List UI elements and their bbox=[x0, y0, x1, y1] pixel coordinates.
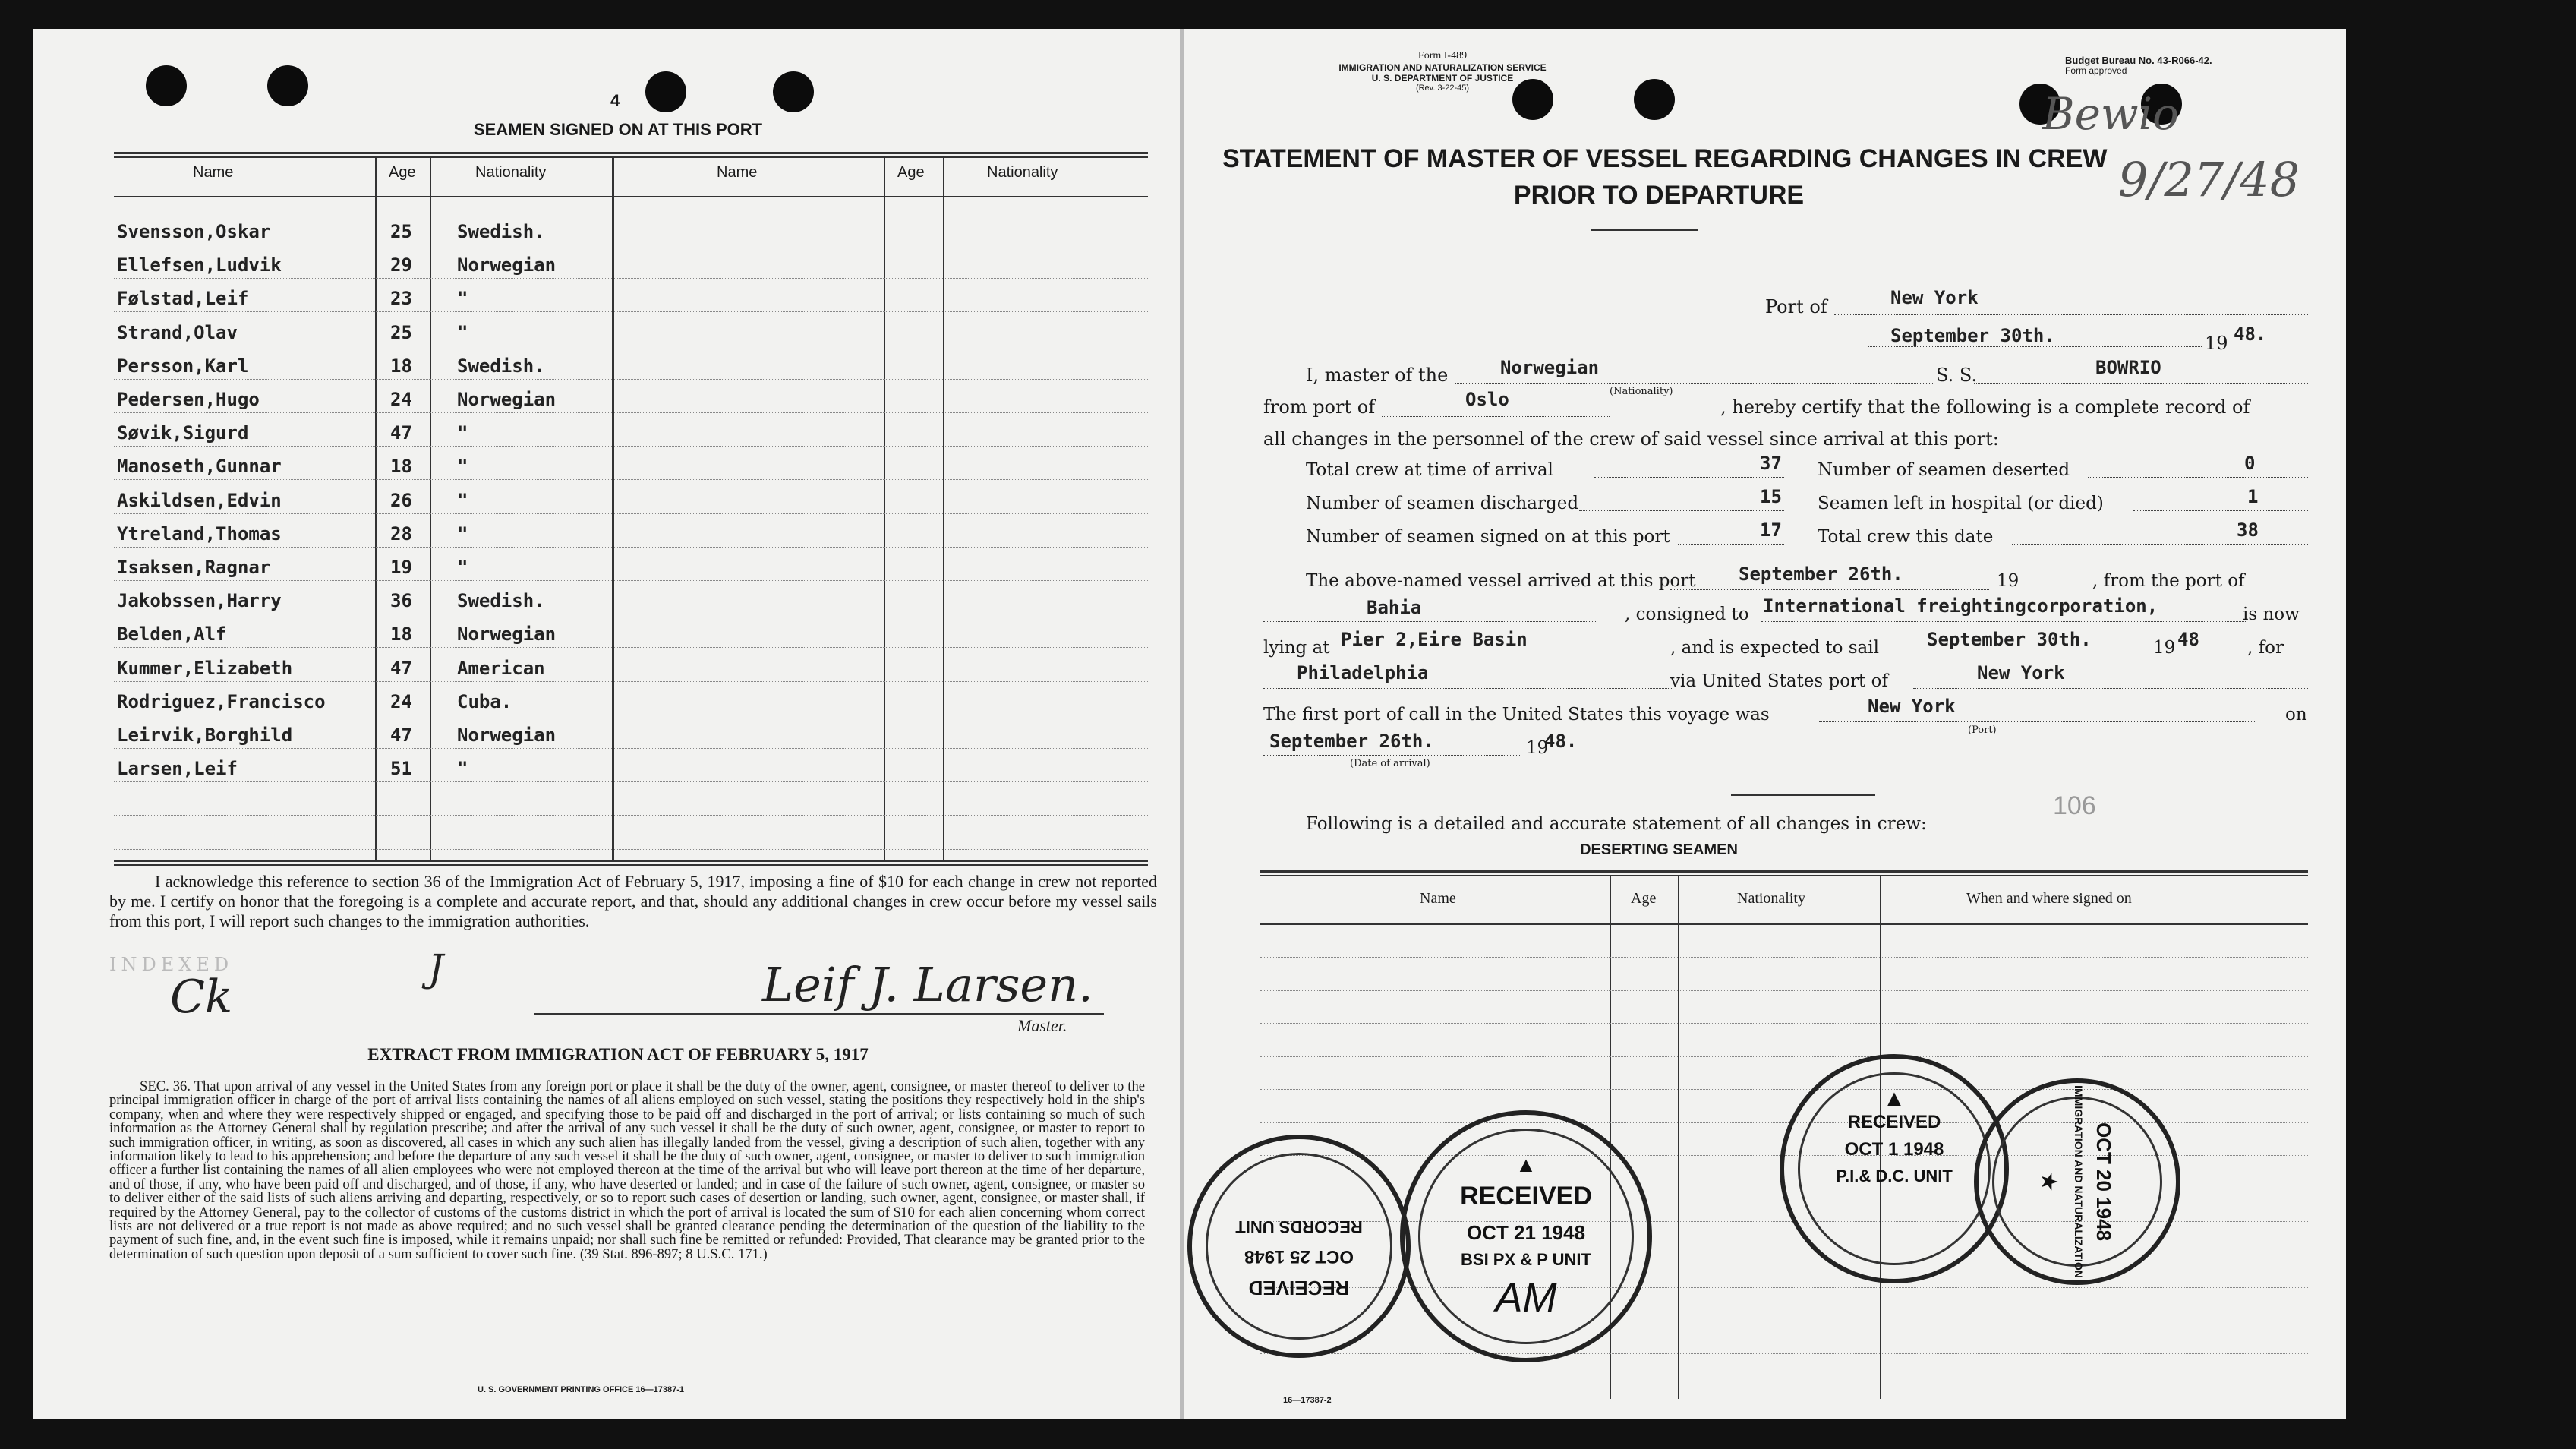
certify-text: , hereby certify that the following is a complete record of bbox=[1720, 396, 2250, 418]
form-approved: Form approved bbox=[2065, 65, 2127, 76]
nationality-value: Norwegian bbox=[1500, 357, 1600, 378]
signed-on-label: Number of seamen signed on at this port bbox=[1306, 527, 1670, 547]
deserted-label: Number of seamen deserted bbox=[1818, 460, 2070, 480]
col-header-nationality-2: Nationality bbox=[987, 164, 1058, 181]
seaman-nationality: Norwegian bbox=[457, 254, 557, 276]
total-arrival-value: 37 bbox=[1760, 453, 1782, 474]
seaman-age: 18 bbox=[390, 456, 412, 478]
table-row-rule bbox=[114, 748, 1148, 749]
section-title: SEAMEN SIGNED ON AT THIS PORT bbox=[473, 120, 763, 139]
deserting-title: DESERTING SEAMEN bbox=[1580, 841, 1738, 858]
bottom-code: 16—17387-2 bbox=[1283, 1396, 1332, 1405]
table-row-rule bbox=[114, 781, 1148, 782]
hospital-label: Seamen left in hospital (or died) bbox=[1818, 494, 2104, 513]
arrived-year-prefix: 19 bbox=[1997, 571, 2019, 591]
punch-hole bbox=[773, 71, 814, 112]
via-port: New York bbox=[1977, 662, 2065, 683]
seaman-nationality: " bbox=[457, 522, 468, 545]
handwritten-date: 9/27/48 bbox=[2118, 152, 2300, 207]
left-page bbox=[33, 29, 1180, 1419]
table-row-rule bbox=[114, 311, 1148, 312]
acknowledgment-text: I acknowledge this reference to section 36 of the Immigration Act of February 5, 1917, imposing a fine of $10 for each change in crew not reported by me. I certify on honor that the foregoing is a complete and accurate report, and that, should any additional changes in crew occur before my vessel sails from this port, I will report such changes to the immigration authorities. bbox=[109, 872, 1157, 930]
seaman-age: 25 bbox=[390, 321, 412, 343]
seaman-age: 24 bbox=[390, 389, 412, 410]
table-row-rule bbox=[114, 513, 1148, 514]
master-signature: Leif J. Larsen. bbox=[762, 957, 1093, 1012]
seaman-age: 29 bbox=[390, 254, 412, 276]
table-row-rule bbox=[114, 379, 1148, 380]
seaman-nationality: Cuba. bbox=[457, 690, 512, 712]
initials-signature: Ck bbox=[170, 971, 233, 1024]
punch-hole bbox=[645, 71, 686, 112]
first-port-label: The first port of call in the United States this voyage was bbox=[1263, 705, 1770, 724]
seaman-name: Strand,Olav bbox=[117, 321, 238, 343]
seaman-age: 26 bbox=[390, 489, 412, 511]
seaman-age: 24 bbox=[390, 690, 412, 712]
form-title-1: STATEMENT OF MASTER OF VESSEL REGARDING CHANGES IN CREW bbox=[1222, 144, 2108, 173]
seaman-name: Manoseth,Gunnar bbox=[117, 456, 282, 478]
via-label: via United States port of bbox=[1670, 671, 1888, 691]
seaman-nationality: " bbox=[457, 557, 468, 578]
sail-year: 48 bbox=[2177, 629, 2199, 650]
arrival-date: September 26th. bbox=[1269, 731, 1434, 752]
form-title-2: PRIOR TO DEPARTURE bbox=[1513, 181, 1805, 210]
seaman-name: Persson,Karl bbox=[117, 355, 249, 377]
seaman-name: Ytreland,Thomas bbox=[117, 522, 282, 545]
year-value: 48. bbox=[2234, 324, 2267, 345]
desert-row-rule bbox=[1260, 957, 2308, 958]
seaman-age: 23 bbox=[390, 288, 412, 310]
table-row-rule bbox=[114, 580, 1148, 581]
seaman-nationality: Norwegian bbox=[457, 623, 557, 646]
desert-col-name: Name bbox=[1420, 890, 1456, 907]
master-of-label: I, master of the bbox=[1306, 365, 1449, 386]
desert-col-signed: When and where signed on bbox=[1966, 890, 2132, 907]
received-stamp-records: RECORDS UNIT OCT 25 1948 RECEIVED bbox=[1187, 1135, 1411, 1358]
punch-hole bbox=[1634, 79, 1675, 120]
desert-col-age: Age bbox=[1631, 890, 1657, 907]
discharged-value: 15 bbox=[1760, 486, 1782, 507]
seaman-name: Askildsen,Edvin bbox=[117, 489, 282, 511]
seaman-nationality: American bbox=[457, 657, 545, 679]
desert-row-rule bbox=[1260, 1353, 2308, 1354]
total-date-label: Total crew this date bbox=[1818, 527, 1994, 547]
year-prefix: 19 bbox=[2205, 333, 2228, 354]
total-arrival-label: Total crew at time of arrival bbox=[1306, 460, 1553, 480]
handwritten-name: Bewio bbox=[2042, 88, 2180, 140]
col-header-name: Name bbox=[193, 164, 234, 181]
seaman-nationality: " bbox=[457, 422, 468, 444]
col-header-nationality: Nationality bbox=[475, 164, 547, 181]
seaman-age: 47 bbox=[390, 657, 412, 679]
table-row-rule bbox=[114, 412, 1148, 413]
seaman-age: 51 bbox=[390, 758, 412, 780]
table-row-rule bbox=[114, 647, 1148, 648]
master-label: Master. bbox=[1017, 1016, 1067, 1035]
seaman-name: Belden,Alf bbox=[117, 623, 227, 646]
agency-line-1: IMMIGRATION AND NATURALIZATION SERVICE bbox=[1338, 62, 1547, 73]
col-header-age: Age bbox=[389, 164, 416, 181]
serial-number: 106 bbox=[2053, 791, 2096, 820]
table-row-rule bbox=[114, 278, 1148, 279]
form-number: Form I-489 bbox=[1417, 50, 1468, 62]
seaman-age: 25 bbox=[390, 221, 412, 242]
date-value: September 30th. bbox=[1890, 325, 2055, 346]
arrival-caption: (Date of arrival) bbox=[1350, 758, 1430, 769]
expected-label: , and is expected to sail bbox=[1670, 638, 1879, 658]
sail-year-prefix: 19 bbox=[2153, 638, 2176, 658]
arrived-from: Bahia bbox=[1367, 597, 1422, 618]
seaman-name: Jakobssen,Harry bbox=[117, 590, 282, 612]
sail-date: September 30th. bbox=[1927, 629, 2092, 650]
initials-signature-2: J bbox=[428, 946, 444, 990]
seaman-age: 28 bbox=[390, 522, 412, 545]
from-port-label: from port of bbox=[1263, 396, 1376, 418]
punch-hole bbox=[267, 65, 308, 106]
budget-bureau: Budget Bureau No. 43-R066-42. bbox=[2065, 55, 2212, 66]
total-date-value: 38 bbox=[2237, 519, 2259, 541]
seaman-nationality: Norwegian bbox=[457, 724, 557, 746]
seaman-age: 47 bbox=[390, 724, 412, 746]
for-label: , for bbox=[2247, 638, 2284, 658]
seaman-name: Rodriguez,Francisco bbox=[117, 690, 326, 712]
page-number: 4 bbox=[610, 91, 620, 110]
on-label: on bbox=[2285, 705, 2307, 724]
indexed-stamp: INDEXED bbox=[109, 954, 234, 975]
extract-title: EXTRACT FROM IMMIGRATION ACT OF FEBRUARY 5, 1917 bbox=[367, 1045, 869, 1064]
seaman-name: Søvik,Sigurd bbox=[117, 422, 249, 444]
seaman-name: Kummer,Elizabeth bbox=[117, 657, 293, 679]
seaman-age: 18 bbox=[390, 623, 412, 646]
seaman-name: Pedersen,Hugo bbox=[117, 389, 260, 410]
seaman-age: 47 bbox=[390, 422, 412, 444]
hospital-value: 1 bbox=[2247, 486, 2259, 507]
discharged-label: Number of seamen discharged bbox=[1306, 494, 1579, 513]
seaman-nationality: Swedish. bbox=[457, 221, 545, 242]
col-header-name-2: Name bbox=[717, 164, 758, 181]
printing-office: U. S. GOVERNMENT PRINTING OFFICE 16—17387-1 bbox=[478, 1385, 685, 1394]
seaman-age: 19 bbox=[390, 557, 412, 578]
arrived-label: The above-named vessel arrived at this port bbox=[1306, 571, 1696, 591]
ship-name: BOWRIO bbox=[2095, 357, 2161, 378]
received-stamp-bsi: ▲ RECEIVED OCT 21 1948 BSI PX & P UNIT AM bbox=[1400, 1110, 1652, 1362]
agency-line-2: U. S. DEPARTMENT OF JUSTICE bbox=[1371, 73, 1514, 84]
table-row-rule bbox=[114, 681, 1148, 682]
lying-at: Pier 2,Eire Basin bbox=[1341, 629, 1528, 650]
table-row-rule bbox=[114, 479, 1148, 480]
ss-label: S. S. bbox=[1936, 365, 1978, 386]
seaman-nationality: " bbox=[457, 489, 468, 511]
revision: (Rev. 3-22-45) bbox=[1415, 84, 1470, 93]
seaman-name: Larsen,Leif bbox=[117, 758, 238, 780]
arrival-year: 48. bbox=[1544, 731, 1578, 752]
from-port-value: Oslo bbox=[1465, 389, 1509, 410]
nationality-caption: (Nationality) bbox=[1610, 386, 1673, 397]
seaman-nationality: Norwegian bbox=[457, 389, 557, 410]
received-stamp-ins: OCT 20 1948 IMMIGRATION AND NATURALIZATION ★ bbox=[1974, 1078, 2180, 1285]
destination: Philadelphia bbox=[1297, 662, 1429, 683]
consigned-label: , consigned to bbox=[1625, 605, 1749, 624]
deserted-value: 0 bbox=[2244, 453, 2256, 474]
consignee: International freightingcorporation, bbox=[1763, 595, 2158, 617]
seaman-name: Ellefsen,Ludvik bbox=[117, 254, 282, 276]
first-port: New York bbox=[1868, 696, 1956, 717]
seaman-nationality: " bbox=[457, 456, 468, 478]
received-stamp-pidc: ▲ RECEIVED OCT 1 1948 P.I.& D.C. UNIT bbox=[1780, 1054, 2009, 1283]
table-row-rule bbox=[114, 849, 1148, 850]
desert-row-rule bbox=[1260, 1023, 2308, 1024]
seaman-nationality: " bbox=[457, 321, 468, 343]
punch-hole bbox=[146, 65, 187, 106]
arrived-date: September 26th. bbox=[1739, 564, 1903, 585]
seaman-nationality: Swedish. bbox=[457, 355, 545, 377]
table-row-rule bbox=[114, 815, 1148, 816]
col-header-age-2: Age bbox=[897, 164, 925, 181]
port-of-label: Port of bbox=[1765, 296, 1827, 317]
desert-row-rule bbox=[1260, 1056, 2308, 1057]
certify-text-2: all changes in the personnel of the crew of said vessel since arrival at this port: bbox=[1263, 428, 1999, 450]
seaman-name: Følstad,Leif bbox=[117, 288, 249, 310]
following-text: Following is a detailed and accurate statement of all changes in crew: bbox=[1306, 814, 1927, 834]
from-port-of-label: , from the port of bbox=[2092, 571, 2245, 591]
desert-col-nationality: Nationality bbox=[1737, 890, 1805, 907]
seaman-nationality: Swedish. bbox=[457, 590, 545, 612]
seaman-name: Isaksen,Ragnar bbox=[117, 557, 271, 578]
seaman-name: Leirvik,Borghild bbox=[117, 724, 293, 746]
lying-at-label: lying at bbox=[1263, 638, 1330, 658]
seaman-nationality: " bbox=[457, 758, 468, 780]
signed-on-value: 17 bbox=[1760, 519, 1782, 541]
seaman-age: 36 bbox=[390, 590, 412, 612]
port-of-value: New York bbox=[1890, 287, 1979, 308]
seaman-name: Svensson,Oskar bbox=[117, 221, 271, 242]
table-row-rule bbox=[114, 446, 1148, 447]
arrival-year-prefix: 19 bbox=[1526, 738, 1549, 758]
table-row-rule bbox=[114, 547, 1148, 548]
is-now: is now bbox=[2243, 605, 2300, 624]
desert-row-rule bbox=[1260, 990, 2308, 991]
seaman-age: 18 bbox=[390, 355, 412, 377]
seaman-nationality: " bbox=[457, 288, 468, 310]
port-caption: (Port) bbox=[1968, 724, 1997, 736]
extract-text: SEC. 36. That upon arrival of any vessel in the United States from any foreign port or place it shall be the duty of the owner, agent, consignee, or master thereof to deliver to the principal immigration officer in charge of the port of arrival lists containing the names of all aliens employed on such vessel, stating the positions they respectively hold in the ship's company, when and where they were respectively shipped or engaged, and specifying those to be paid off and discharged in the port of arrival; or lists containing so much of such information as the Attorney General shall by regulation prescribe; and after the arrival of any such vessel it shall be the duty of such owner, agent, consignee, or master to report to such immigration officer, in writing, as soon as discovered, all cases in which any such alien has illegally landed from the vessel, giving a description of such alien, together with any information likely to lead to his apprehension; and before the departure of any such vessel it shall be the duty of such owner, agent, consignee, or master to deliver to such immigration officer a further list containing the names of all alien employees who were not employed thereon at the time of the arrival but who will leave port thereon at the time of her departure, and of those, if any, who have been paid off and discharged, and of those, if any, who have deserted or landed; and in case of the failure of such owner, agent, consignee, or master so to deliver either of the said lists of such aliens arriving and departing, respectively, or so to report such cases of desertion or landing, such owner, agent, consignee, or master shall, if required by the Attorney General, pay to the collector of customs of the customs district in which the port of arrival is located the sum of $10 for each alien concerning whom correct lists are not delivered or a true report is not made as above required; and no such vessel shall be granted clearance pending the determination of the question of the liability to the payment of such fine, and, in the event such fine is imposed, while it remains unpaid; nor shall such fine be remitted or refunded: Provided, That clearance may be granted prior to the determination of such question upon deposit of a sum sufficient to cover such fine. (39 Stat. 896-897; 8 U.S.C. 171.) bbox=[109, 1078, 1145, 1262]
